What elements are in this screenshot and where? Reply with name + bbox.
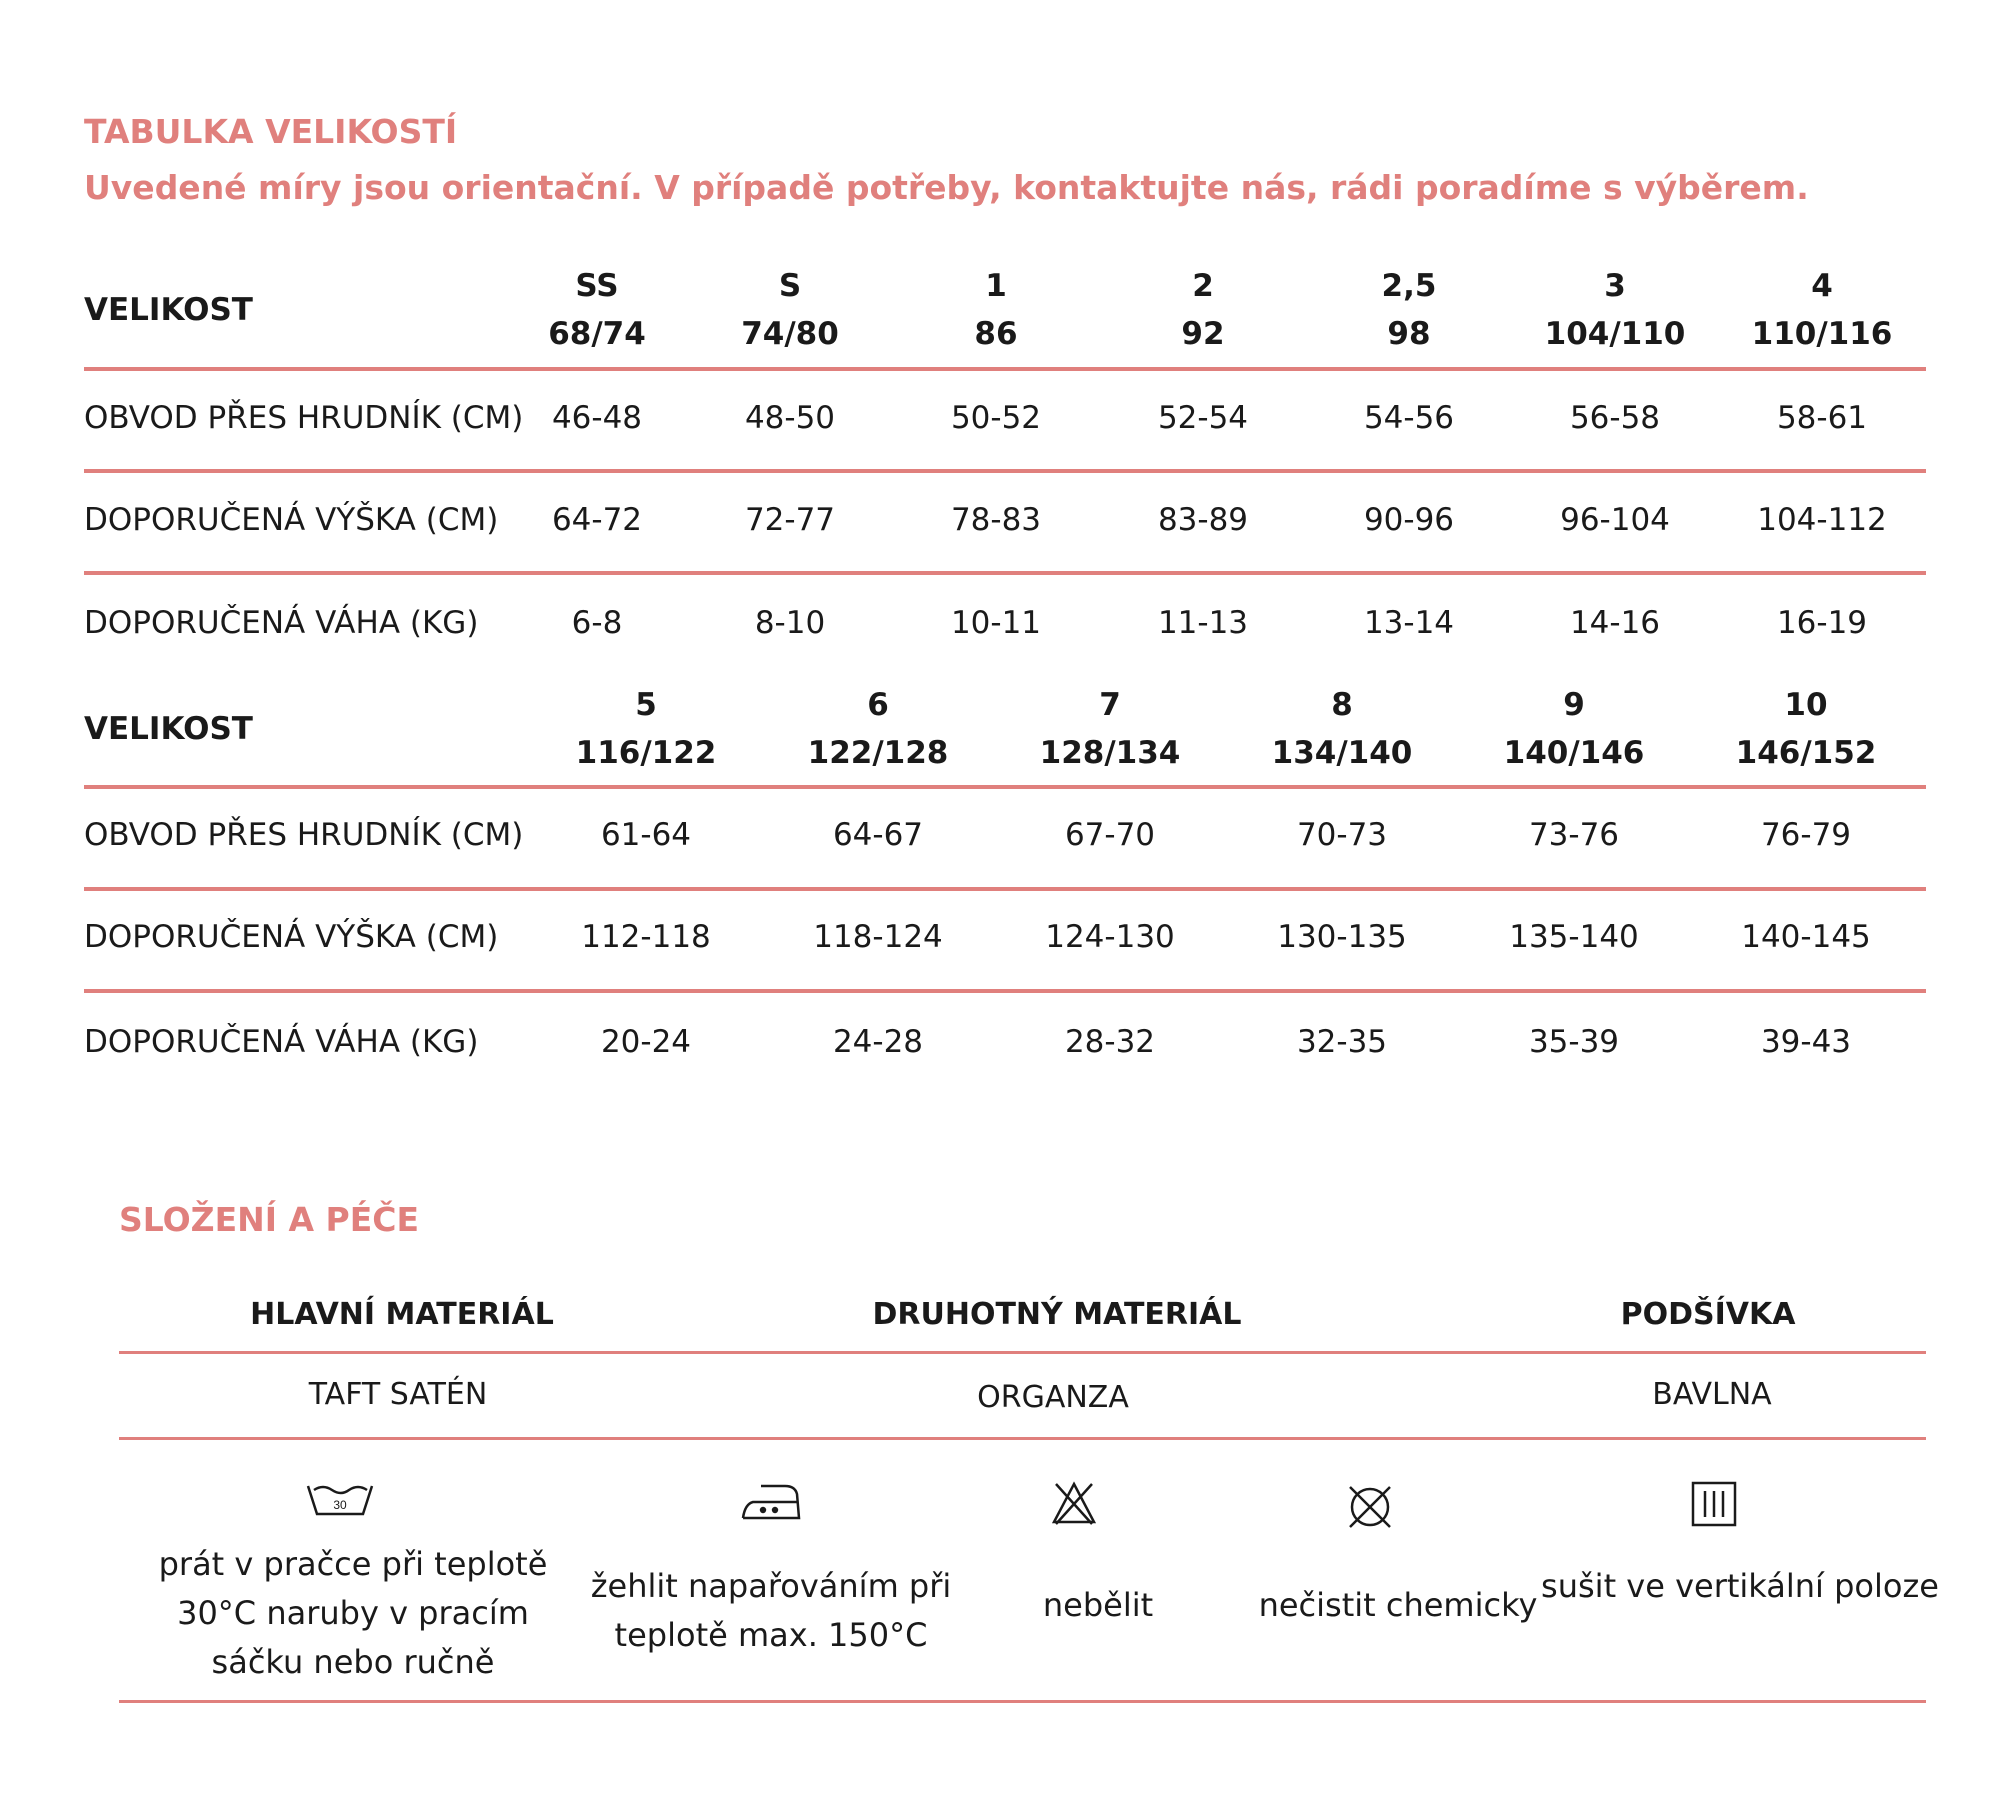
- table-cell: 124-130: [1045, 919, 1175, 955]
- size-column-header: [778, 681, 978, 777]
- table-divider: [84, 785, 1926, 789]
- table-cell: 8-10: [754, 605, 826, 641]
- composition-divider: [119, 1437, 1926, 1440]
- table-cell: 28-32: [1064, 1024, 1156, 1060]
- size-column-header: [546, 681, 746, 777]
- table-cell: 112-118: [581, 919, 711, 955]
- size-code: 2: [1192, 268, 1214, 304]
- size-range: 86: [974, 316, 1018, 352]
- table-cell: 50-52: [950, 400, 1042, 436]
- table-cell: 52-54: [1157, 400, 1249, 436]
- table-cell: 78-83: [950, 502, 1042, 538]
- table-cell: 67-70: [1064, 817, 1156, 853]
- no-dry-clean-icon: [1345, 1482, 1395, 1532]
- size-column-header: [896, 262, 1096, 358]
- wash-30-icon: [305, 1480, 375, 1518]
- table-cell: 58-61: [1776, 400, 1868, 436]
- table-divider: [84, 887, 1926, 891]
- care-wash-text: prát v pračce při teplotě 30°C naruby v pracím sáčku nebo ručně: [158, 1545, 548, 1681]
- table-cell: 32-35: [1296, 1024, 1388, 1060]
- main-material-header: HLAVNÍ MATERIÁL: [250, 1297, 554, 1332]
- table-cell: 10-11: [950, 605, 1042, 641]
- table-cell: 83-89: [1157, 502, 1249, 538]
- table-cell: 64-67: [832, 817, 924, 853]
- page-subtitle: Uvedené míry jsou orientační. V případě potřeby, kontaktujte nás, rádi poradíme s výběrem.: [84, 168, 1809, 207]
- size-code: 2,5: [1381, 268, 1437, 304]
- table-cell: 46-48: [551, 400, 643, 436]
- size-code: 3: [1604, 268, 1626, 304]
- size-column-header: [1722, 262, 1922, 358]
- care-bleach-text: nebělit: [1042, 1586, 1154, 1624]
- table-cell: 48-50: [744, 400, 836, 436]
- table-cell: 90-96: [1363, 502, 1455, 538]
- table-cell: 39-43: [1760, 1024, 1852, 1060]
- size-range: 140/146: [1503, 735, 1645, 771]
- lining-header: PODŠÍVKA: [1620, 1297, 1796, 1332]
- size-column-header: [690, 262, 890, 358]
- no-bleach-icon: [1050, 1480, 1098, 1526]
- table-cell: 35-39: [1528, 1024, 1620, 1060]
- wash-temp-label: 30: [333, 1498, 347, 1512]
- size-code: 10: [1784, 687, 1828, 723]
- size-column-header: [1515, 262, 1715, 358]
- care-divider: [119, 1700, 1926, 1703]
- care-iron-text: žehlit napařováním při teplotě max. 150°C: [590, 1567, 952, 1654]
- size-code: 6: [867, 687, 889, 723]
- size-range: 74/80: [741, 316, 839, 352]
- table-cell: 16-19: [1776, 605, 1868, 641]
- table-cell: 72-77: [744, 502, 836, 538]
- row-label-height: DOPORUČENÁ VÝŠKA (CM): [84, 919, 499, 955]
- size-range: 92: [1181, 316, 1225, 352]
- size-range: 128/134: [1039, 735, 1181, 771]
- size-column-header: [497, 262, 697, 358]
- table-cell: 14-16: [1569, 605, 1661, 641]
- size-code: 9: [1563, 687, 1585, 723]
- table-cell: 61-64: [600, 817, 692, 853]
- size-range: 98: [1387, 316, 1431, 352]
- page-title: TABULKA VELIKOSTÍ: [84, 112, 458, 151]
- size-column-header: [1706, 681, 1906, 777]
- composition-title: SLOŽENÍ A PÉČE: [119, 1200, 420, 1239]
- table-divider: [84, 367, 1926, 371]
- table-divider: [84, 989, 1926, 993]
- row-label-weight: DOPORUČENÁ VÁHA (KG): [84, 1024, 479, 1060]
- row-label-weight: DOPORUČENÁ VÁHA (KG): [84, 605, 479, 641]
- iron-icon: [739, 1480, 803, 1522]
- table-cell: 6-8: [571, 605, 623, 641]
- row-label-height: DOPORUČENÁ VÝŠKA (CM): [84, 502, 499, 538]
- secondary-material-header: DRUHOTNÝ MATERIÁL: [872, 1297, 1242, 1332]
- size-column-header: [1242, 681, 1442, 777]
- size-column-header: [1474, 681, 1674, 777]
- table-cell: 130-135: [1277, 919, 1407, 955]
- size-code: 4: [1811, 268, 1833, 304]
- size-range: 116/122: [575, 735, 717, 771]
- table-cell: 13-14: [1363, 605, 1455, 641]
- table-cell: 96-104: [1560, 502, 1670, 538]
- size-range: 134/140: [1271, 735, 1413, 771]
- size-column-header: [1309, 262, 1509, 358]
- table-cell: 76-79: [1760, 817, 1852, 853]
- vertical-dry-icon: [1690, 1480, 1738, 1528]
- main-material-value: TAFT SATÉN: [308, 1377, 488, 1412]
- table-cell: 56-58: [1569, 400, 1661, 436]
- table-divider: [84, 469, 1926, 473]
- lining-value: BAVLNA: [1652, 1377, 1772, 1412]
- care-dry-text: sušit ve vertikální poloze: [1541, 1567, 1939, 1605]
- table-cell: 11-13: [1157, 605, 1249, 641]
- size-range: 68/74: [548, 316, 646, 352]
- size-code: 8: [1331, 687, 1353, 723]
- table-cell: 54-56: [1363, 400, 1455, 436]
- table-cell: 64-72: [551, 502, 643, 538]
- size-header-label: VELIKOST: [84, 292, 253, 328]
- table-cell: 70-73: [1296, 817, 1388, 853]
- composition-divider: [119, 1351, 1926, 1354]
- table-cell: 104-112: [1757, 502, 1887, 538]
- table-cell: 24-28: [832, 1024, 924, 1060]
- row-label-chest: OBVOD PŘES HRUDNÍK (CM): [84, 400, 524, 436]
- row-label-chest: OBVOD PŘES HRUDNÍK (CM): [84, 817, 524, 853]
- size-range: 104/110: [1544, 316, 1686, 352]
- size-range: 122/128: [807, 735, 949, 771]
- size-column-header: [1103, 262, 1303, 358]
- table-cell: 135-140: [1509, 919, 1639, 955]
- table-divider: [84, 571, 1926, 575]
- secondary-material-value: ORGANZA: [977, 1380, 1129, 1415]
- size-range: 146/152: [1735, 735, 1877, 771]
- table-cell: 73-76: [1528, 817, 1620, 853]
- size-header-label: VELIKOST: [84, 711, 253, 747]
- size-code: 1: [985, 268, 1007, 304]
- size-range: 110/116: [1751, 316, 1893, 352]
- table-cell: 20-24: [600, 1024, 692, 1060]
- table-cell: 118-124: [813, 919, 943, 955]
- care-dryclean-text: nečistit chemicky: [1258, 1586, 1538, 1624]
- size-column-header: [1010, 681, 1210, 777]
- table-cell: 140-145: [1741, 919, 1871, 955]
- size-code: 7: [1099, 687, 1121, 723]
- size-code: 5: [635, 687, 657, 723]
- size-code: S: [778, 268, 802, 304]
- size-code: SS: [575, 268, 619, 304]
